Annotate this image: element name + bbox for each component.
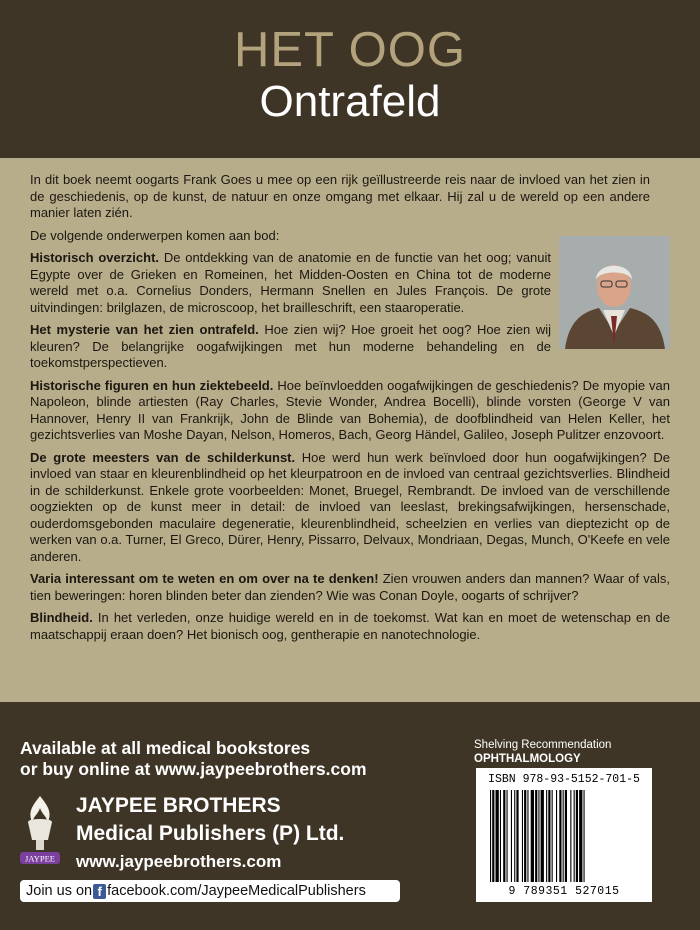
publisher-website-link[interactable]: www.jaypeebrothers.com bbox=[76, 852, 282, 871]
section-text: Hoe werd hun werk beïnvloed door hun oogafwijkingen? De invloed van staar en kleurenblindheid op het kleurpatroon en de invloed van centraal gezichtsverlies. Blindheid in de schilderkunst. Enkele grote voorbeelden: Monet, Bruegel, Rembrandt. De invloed van de verschillende oogziekten op de kunst meer in detail: de invloed van leeslast, brekingsafwijkingen, hersenschade, ouderdomsgebonden maculaire degeneratie, kleurenblindheid, scheelzien en verlies van dieptezicht op de werken van o.a. Turner, El Greco, Dürer, Henry, Pissarro, Delvaux, Mondriaan, Degas, Munch, O'Keefe en vele anderen. bbox=[30, 449, 670, 564]
isbn-barcode bbox=[476, 768, 652, 902]
barcode-bar bbox=[538, 790, 539, 882]
section-blindness bbox=[30, 610, 670, 643]
author-photo bbox=[559, 236, 670, 349]
barcode-bar bbox=[522, 790, 523, 882]
section-text: Zien vrouwen anders dan mannen? Waar of vals, tien beweringen: horen blinden beter dan zienden? Wie was Conan Doyle, oogarts of schrijver? bbox=[30, 571, 670, 603]
barcode-bar bbox=[576, 790, 578, 882]
barcode-bar bbox=[514, 790, 515, 882]
shelving-label: Shelving Recommendation bbox=[474, 739, 612, 751]
publisher-name-line-1: JAYPEE BROTHERS bbox=[76, 794, 281, 817]
jaypee-torch-icon bbox=[14, 792, 66, 868]
section-heading: Blindheid. bbox=[30, 610, 93, 625]
barcode-bar bbox=[559, 790, 561, 882]
facebook-banner[interactable] bbox=[20, 880, 400, 902]
availability-text bbox=[20, 738, 367, 780]
logo-text: JAYPEE bbox=[25, 853, 55, 864]
footer-band bbox=[0, 702, 700, 930]
intro-paragraph: In dit boek neemt oogarts Frank Goes u mee op een rijk geïllustreerde reis naar de invloed van het zien in de geschiedenis, op de kunst, de natuur en onze omgang met elkaar. Hij zal u de wereld op een andere manier laten zién. bbox=[30, 172, 650, 220]
section-great-masters bbox=[30, 450, 670, 566]
section-heading: De grote meesters van de schilderkunst. bbox=[30, 449, 296, 465]
section-varia bbox=[30, 571, 670, 604]
title-line-1: HET OOG bbox=[233, 23, 467, 77]
section-text: Hoe beïnvloedden oogafwijkingen de geschiedenis? De myopie van Napoleon, blinde artiesten (Ray Charles, Stevie Wonder, Andrea Bocelli), blinde vorsten (George V van Hannover, Henry II van Frankrijk, John de Blinde van Bohemia), de doofblindheid van Helen Keller, het gezichtsverlies van Moshe Dayan, Nelson, Homeros, Bach, Georg Händel, Galileo, Joseph Pulitzer enzovoort. bbox=[30, 377, 670, 442]
barcode-bar bbox=[535, 790, 537, 882]
barcode-bar bbox=[541, 790, 544, 882]
barcode-bar bbox=[524, 790, 526, 882]
description-panel bbox=[0, 158, 700, 702]
publisher-name-line-2: Medical Publishers (P) Ltd. bbox=[76, 822, 345, 845]
ean-number: 9 789351 527015 bbox=[508, 885, 620, 898]
section-historical-figures bbox=[30, 378, 670, 444]
availability-line-1: Available at all medical bookstores bbox=[20, 738, 311, 758]
barcode-bar bbox=[503, 790, 505, 882]
facebook-url[interactable]: facebook.com/JaypeeMedicalPublishers bbox=[107, 883, 366, 899]
barcode-bar bbox=[565, 790, 567, 882]
jaypee-logo bbox=[14, 792, 66, 868]
barcode-bar bbox=[500, 790, 501, 882]
barcode-bar bbox=[516, 790, 518, 882]
section-heading: Historisch overzicht. bbox=[30, 250, 160, 265]
section-text: Hoe zien wij? Hoe groeit het oog? Hoe zien wij kleuren? De belangrijke oogafwijkingen met hun moderne behandeling en de toekomstperspectieven. bbox=[30, 322, 551, 370]
barcode-bar bbox=[563, 790, 564, 882]
isbn-text: ISBN 978-93-5152-701-5 bbox=[488, 773, 640, 786]
barcode-bars bbox=[476, 768, 652, 902]
shelving-recommendation bbox=[474, 738, 611, 766]
barcode-bar bbox=[546, 790, 547, 882]
barcode-bar bbox=[507, 790, 508, 882]
section-heading: Historische figuren en hun ziektebeeld. bbox=[30, 377, 274, 393]
section-text: In het verleden, onze huidige wereld en in de toekomst. Wat kan en moet de wetenschap en de maatschappij eraan doen? Het bionisch oog, gentherapie en nanotechnologie. bbox=[30, 610, 670, 642]
barcode-bar bbox=[548, 790, 550, 882]
barcode-bar bbox=[584, 790, 585, 882]
shelving-category: OPHTHALMOLOGY bbox=[474, 753, 581, 765]
availability-line-2: or buy online at www.jaypeebrothers.com bbox=[20, 759, 367, 779]
facebook-icon: f bbox=[93, 884, 106, 899]
header-band bbox=[0, 0, 700, 158]
section-heading: Het mysterie van het zien ontrafeld. bbox=[30, 322, 259, 337]
topics-intro: De volgende onderwerpen komen aan bod: bbox=[30, 227, 280, 243]
title-line-2: Ontrafeld bbox=[259, 77, 441, 126]
barcode-bar bbox=[574, 790, 575, 882]
barcode-bar bbox=[496, 790, 499, 882]
section-heading: Varia interessant om te weten en om over na te denken! bbox=[30, 571, 379, 586]
barcode-bar bbox=[492, 790, 494, 882]
barcode-bar bbox=[511, 790, 512, 882]
barcode-bar bbox=[527, 790, 528, 882]
barcode-bar bbox=[579, 790, 582, 882]
description-text bbox=[30, 172, 670, 649]
author-portrait-image bbox=[559, 236, 670, 349]
section-text: De ontdekking van de anatomie en de functie van het oog; vanuit Egypte over de Grieken en Romeinen, het Midden-Oosten en China tot de moderne wereld met o.a. Cornelius Donders, Hermann Snellen en Jules François. De grote uitvindingen: brilglazen, de microscoop, het brailleschrift, een staaroperatie. bbox=[30, 250, 552, 315]
barcode-bar bbox=[490, 790, 491, 882]
barcode-bar bbox=[552, 790, 553, 882]
barcode-bar bbox=[570, 790, 571, 882]
barcode-bar bbox=[531, 790, 534, 882]
barcode-bar bbox=[556, 790, 557, 882]
facebook-prefix: Join us on bbox=[26, 883, 93, 899]
